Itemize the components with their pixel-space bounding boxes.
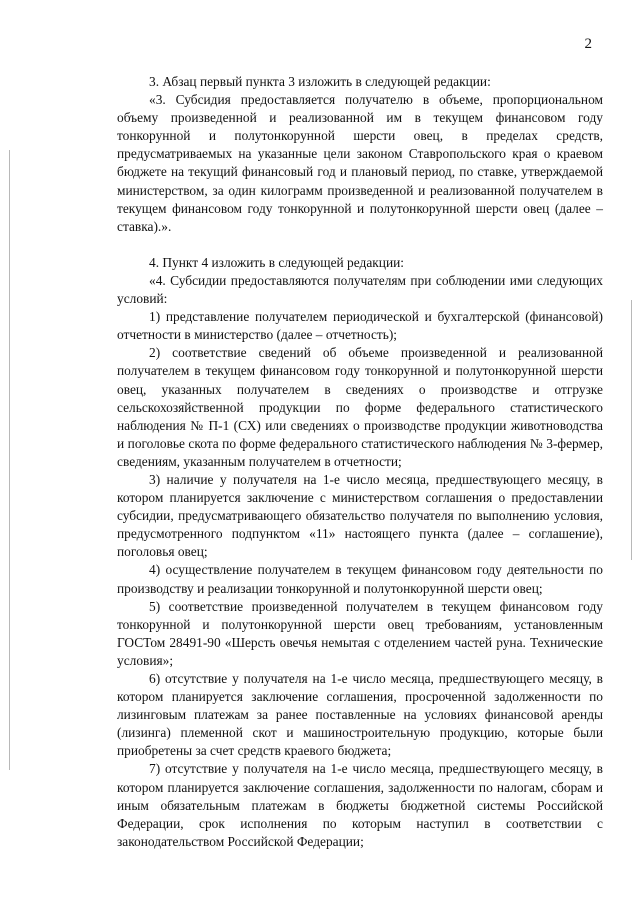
- document-body: [117, 73, 603, 851]
- condition-1: 1) представление получателем периодической и бухгалтерской (финансовой) отчетности в министерство (далее – отчетность);: [117, 309, 603, 343]
- condition-6: 6) отсутствие у получателя на 1-е число месяца, предшествующего месяцу, в котором планируется заключение соглашения, просроченной задолженности по лизинговым платежам за ранее поставленные на условиях финансовой аренды (лизинга) племенной скот и машиностроительную продукцию, которые были приобретены за счет средств краевого бюджета;: [117, 671, 603, 759]
- scan-edge-mark-left: [9, 150, 10, 770]
- condition-4: 4) осуществление получателем в текущем финансовом году деятельности по производству и реализации тонкорунной и полутонкорунной шерсти овец;: [117, 562, 603, 596]
- condition-7: 7) отсутствие у получателя на 1-е число месяца, предшествующего месяцу, в котором планируется заключение соглашения, задолженности по налогам, сборам и иным обязательным платежам в бюджеты бюджетной системы Российской Федерации, срок исполнения по которым наступил в соответствии с законодательством Российской Федерации;: [117, 761, 603, 849]
- paragraph-item4-intro: 4. Пункт 4 изложить в следующей редакции:: [149, 254, 405, 270]
- paragraph-item3-text: «3. Субсидия предоставляется получателю в объеме, пропорциональном объему произведенной и реализованной им в текущем финансовом году тонкорунной и полутонкорунной шерсти овец, в пределах средств, предусматриваемых на указанные цели законом Ставропольского края о краевом бюджете на текущий финансовый год и плановый период, по ставке, утверждаемой министерством, за один килограмм произведенной и реализованной получателем в текущем финансовом году тонкорунной и полутонкорунной шерсти овец (далее – ставка).».: [117, 92, 603, 234]
- paragraph-item3-intro: 3. Абзац первый пункта 3 изложить в следующей редакции:: [149, 74, 491, 89]
- scan-edge-mark-right: [631, 300, 632, 560]
- condition-5: 5) соответствие произведенной получателем в текущем финансовом году тонкорунной и полутонкорунной шерсти овец требованиям, установленным ГОСТом 28491-90 «Шерсть овечья немытая с отделением частей руна. Технические условия»;: [117, 598, 603, 668]
- page-number: 2: [584, 36, 592, 52]
- condition-2: 2) соответствие сведений об объеме произведенной и реализованной получателем в текущем финансовом году тонкорунной и полутонкорунной шерсти овец, указанных получателем в сведениях о производстве и отгрузке сельскохозяйственной продукции по форме федерального статистического наблюдения № П-1 (СХ) или сведениях о производстве продукции животноводства и поголовье скота по форме федерального статистического наблюдения № 3-фермер, сведениям, указанным получателем в отчетности;: [117, 345, 603, 469]
- paragraph-item4-text: «4. Субсидии предоставляются получателям при соблюдении ими следующих условий:: [117, 272, 603, 307]
- condition-3: 3) наличие у получателя на 1-е число месяца, предшествующего месяцу, в котором планируется заключение с министерством соглашения о предоставлении субсидии, предусматривающего обязательство получателя по выполнению условия, предусмотренного подпунктом «11» настоящего пункта (далее – соглашение), поголовья овец;: [117, 471, 603, 560]
